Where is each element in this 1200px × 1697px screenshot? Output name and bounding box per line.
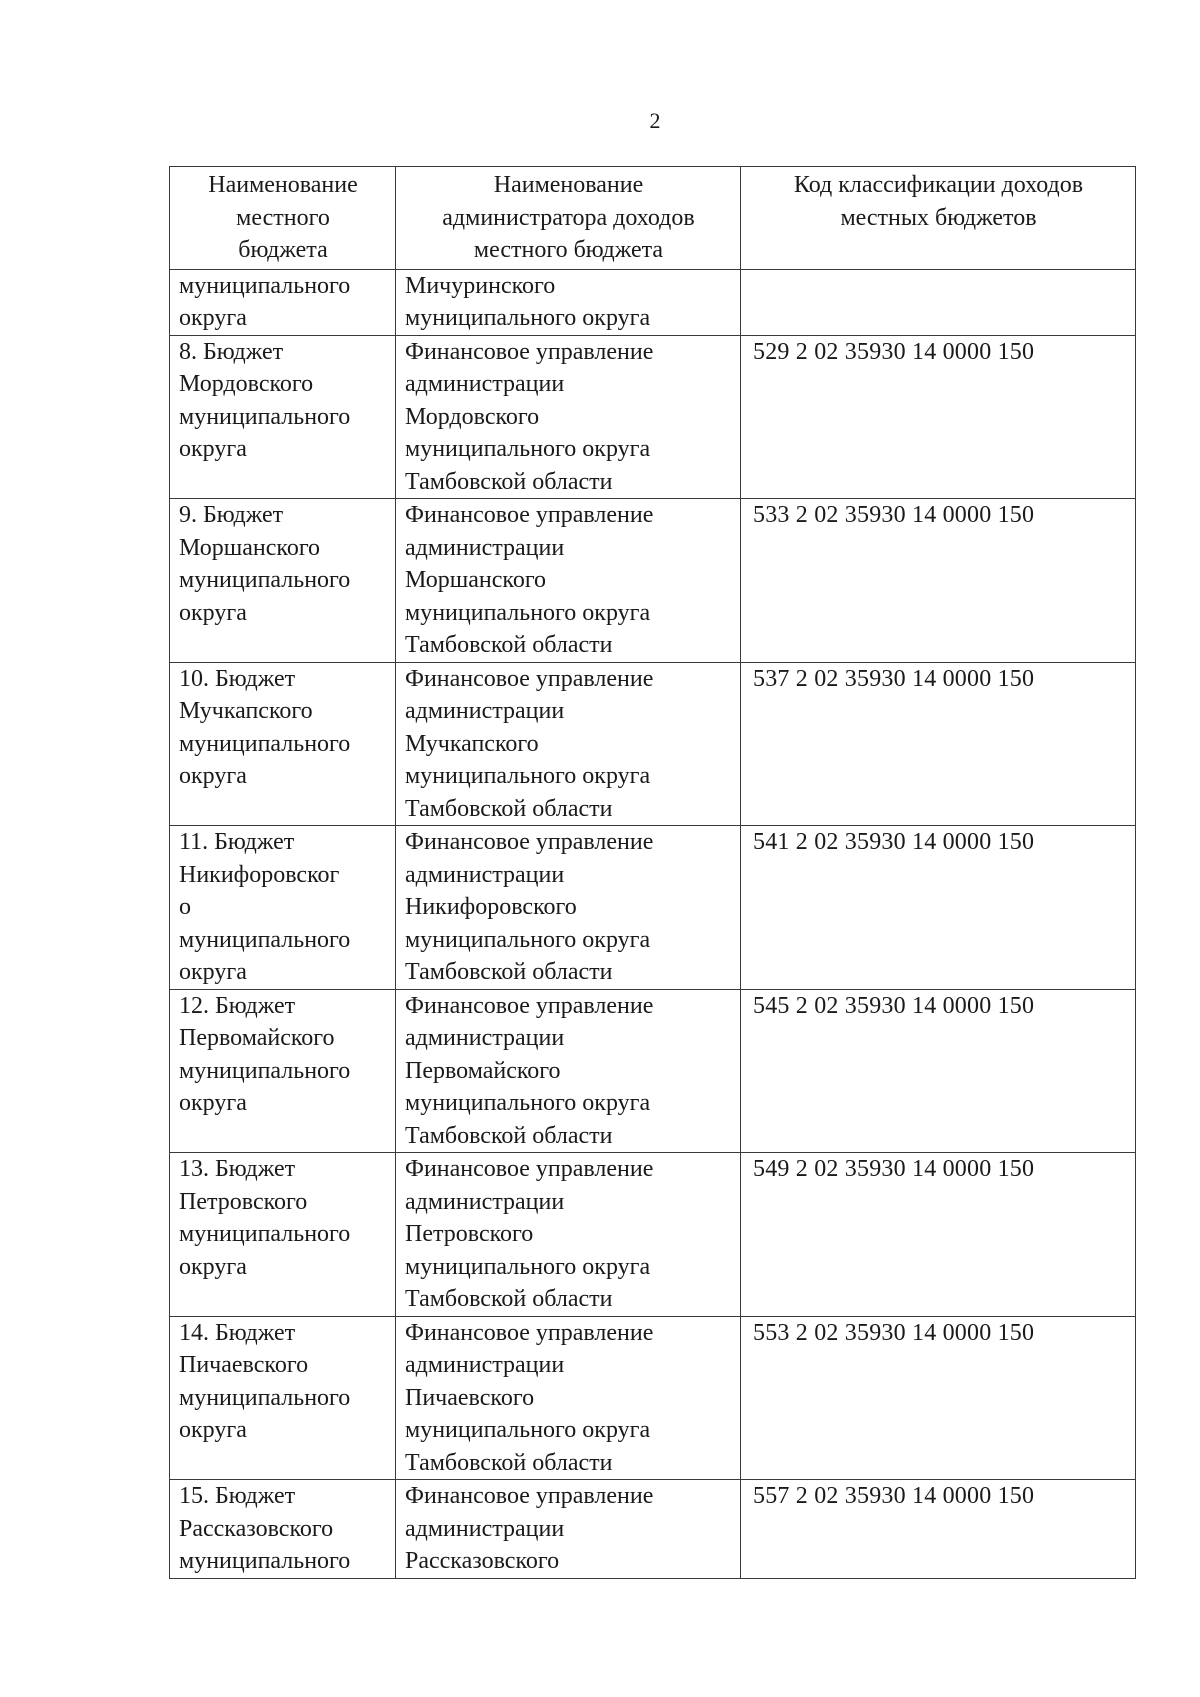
table-row-continuation [170,269,1136,335]
cell-classification-code: 545 2 02 35930 14 0000 150 [741,989,1136,1153]
cell-budget-name: 8. Бюджет Мордовского муниципального округа [170,335,396,499]
cell-classification-code: 553 2 02 35930 14 0000 150 [741,1316,1136,1480]
cell-classification-code: 537 2 02 35930 14 0000 150 [741,662,1136,826]
cell-administrator-name: Финансовое управление администрации Мордовского муниципального округа Тамбовской области [396,335,741,499]
cell-classification-code: 533 2 02 35930 14 0000 150 [741,499,1136,663]
cell-administrator-name: Финансовое управление администрации Рассказовского [396,1480,741,1579]
table-row [170,989,1136,1153]
cell-budget-name: 14. Бюджет Пичаевского муниципального округа [170,1316,396,1480]
cell-administrator-name: Мичуринского муниципального округа [396,269,741,335]
header-administrator-name: Наименование администратора доходов местного бюджета [396,167,741,270]
cell-administrator-name: Финансовое управление администрации Петровского муниципального округа Тамбовской области [396,1153,741,1317]
cell-classification-code: 557 2 02 35930 14 0000 150 [741,1480,1136,1579]
cell-classification-code [741,269,1136,335]
table-row [170,1480,1136,1579]
cell-classification-code: 529 2 02 35930 14 0000 150 [741,335,1136,499]
table-row [170,826,1136,990]
header-classification-code: Код классификации доходов местных бюджетов [741,167,1136,270]
cell-budget-name: 11. Бюджет Никифоровског о муниципального округа [170,826,396,990]
cell-budget-name: 9. Бюджет Моршанского муниципального округа [170,499,396,663]
table-row [170,1316,1136,1480]
table-row [170,335,1136,499]
cell-administrator-name: Финансовое управление администрации Мучкапского муниципального округа Тамбовской области [396,662,741,826]
cell-administrator-name: Финансовое управление администрации Никифоровского муниципального округа Тамбовской области [396,826,741,990]
cell-administrator-name: Финансовое управление администрации Пичаевского муниципального округа Тамбовской области [396,1316,741,1480]
cell-budget-name: муниципального округа [170,269,396,335]
cell-budget-name: 13. Бюджет Петровского муниципального округа [170,1153,396,1317]
page-number: 2 [649,108,661,133]
table-row [170,499,1136,663]
cell-budget-name: 12. Бюджет Первомайского муниципального округа [170,989,396,1153]
table-row [170,662,1136,826]
table-row [170,1153,1136,1317]
cell-classification-code: 549 2 02 35930 14 0000 150 [741,1153,1136,1317]
cell-administrator-name: Финансовое управление администрации Моршанского муниципального округа Тамбовской области [396,499,741,663]
cell-budget-name: 15. Бюджет Рассказовского муниципального [170,1480,396,1579]
revenue-code-table [169,166,1136,1579]
cell-administrator-name: Финансовое управление администрации Первомайского муниципального округа Тамбовской области [396,989,741,1153]
header-budget-name: Наименование местного бюджета [170,167,396,270]
table-header-row [170,167,1136,270]
cell-budget-name: 10. Бюджет Мучкапского муниципального округа [170,662,396,826]
cell-classification-code: 541 2 02 35930 14 0000 150 [741,826,1136,990]
